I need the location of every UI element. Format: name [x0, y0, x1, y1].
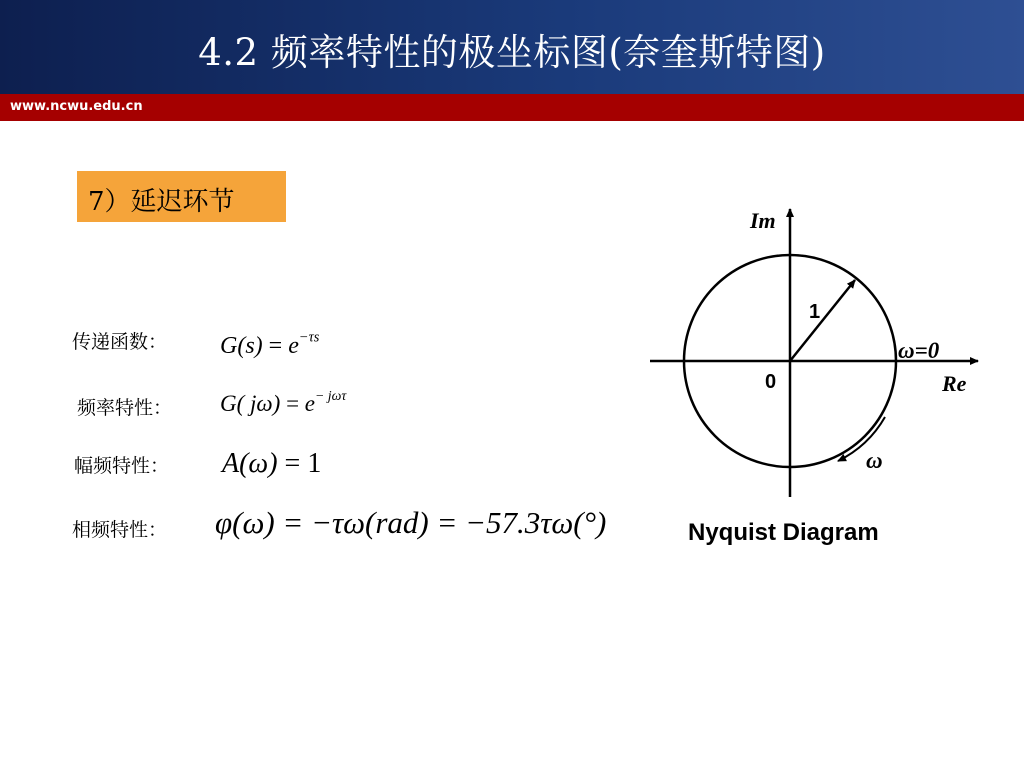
- nyquist-diagram: [640, 195, 990, 560]
- imaginary-axis-label: Im: [750, 208, 776, 233]
- radius-label: 1: [809, 301, 821, 323]
- frequency-characteristic-equals: =: [286, 391, 300, 416]
- omega-label: ω: [866, 448, 883, 473]
- magnitude-characteristic-label: 幅频特性：: [74, 455, 170, 477]
- magnitude-characteristic-rhs: 1: [307, 448, 322, 479]
- slide-title: 4.2 频率特性的极坐标图(奈奎斯特图): [198, 31, 826, 74]
- website-url: www.ncwu.edu.cn: [10, 99, 143, 114]
- real-axis-label: Re: [942, 371, 967, 396]
- omega-zero-label: ω=0: [898, 338, 940, 363]
- origin-label: 0: [765, 371, 777, 393]
- frequency-characteristic-formula: [220, 387, 347, 417]
- diagram-caption: Nyquist Diagram: [688, 519, 879, 546]
- transfer-function-label: 传递函数：: [72, 331, 168, 353]
- transfer-function-lhs: G(s): [220, 333, 263, 359]
- transfer-function-equals: =: [268, 333, 283, 359]
- frequency-characteristic-label: 频率特性：: [77, 397, 173, 419]
- transfer-function-formula: [220, 329, 320, 360]
- transfer-function-exponent: −τs: [298, 329, 320, 346]
- transfer-function-base: e: [288, 333, 299, 359]
- section-heading: 7）延迟环节: [77, 171, 286, 222]
- frequency-characteristic-exponent: − jωτ: [315, 387, 347, 403]
- website-bar: [0, 94, 1024, 121]
- magnitude-characteristic-formula: [222, 448, 321, 480]
- frequency-characteristic-base: e: [304, 391, 316, 416]
- magnitude-characteristic-lhs: A(ω): [222, 448, 278, 479]
- radius-vector: [790, 280, 855, 361]
- phase-characteristic-formula: φ(ω) = −τω(rad) = −57.3τω(°): [215, 505, 607, 540]
- title-bar: [0, 0, 1024, 94]
- phase-characteristic-label: 相频特性：: [72, 519, 168, 541]
- frequency-characteristic-lhs: G( jω): [220, 391, 281, 416]
- magnitude-characteristic-equals: =: [284, 448, 301, 479]
